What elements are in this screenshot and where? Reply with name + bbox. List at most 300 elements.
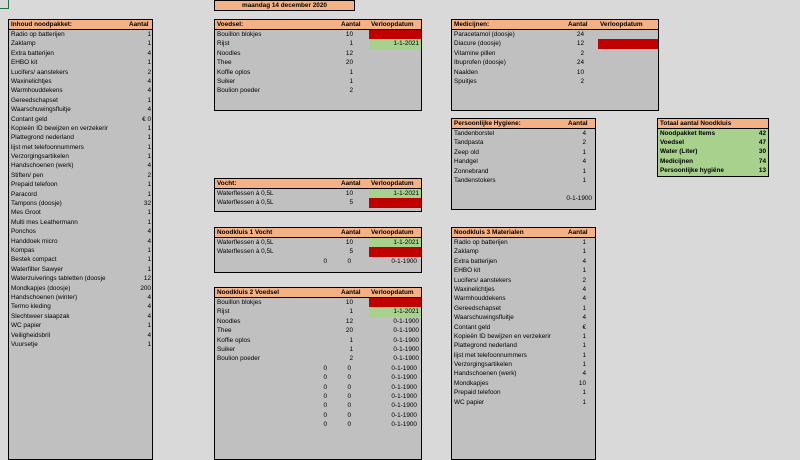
item-name: Mondkapjes (454, 379, 489, 387)
item-name: Zaklamp (11, 40, 36, 48)
item-name: Prepaid telefoon (11, 181, 58, 189)
item-count: 5 (349, 248, 353, 256)
expiry-date: 0-1-1900 (391, 257, 417, 265)
table-row (452, 68, 658, 77)
empty-name: 0 (323, 257, 327, 265)
table-row (658, 138, 768, 147)
table-row (215, 336, 421, 345)
expiry-date: 0-1-1900 (391, 374, 417, 382)
table-row (452, 323, 595, 332)
empty-row (215, 383, 421, 392)
item-count: 13 (758, 166, 766, 174)
item-count: 0 (347, 411, 351, 419)
panel-title: Totaal aantal Noodkluis (660, 120, 732, 127)
item-count: 1 (147, 322, 151, 330)
table-row (9, 124, 152, 133)
item-name: Boulion poeder (217, 355, 260, 363)
panel-title: Noodkluis 1 Vocht (217, 229, 273, 236)
table-row (452, 360, 595, 369)
item-count: 1 (582, 342, 586, 350)
item-count: 1 (582, 248, 586, 256)
table-row (215, 354, 421, 363)
item-count: 1 (147, 190, 151, 198)
item-count: 1 (147, 143, 151, 151)
item-count: 4 (147, 228, 151, 236)
table-row (215, 189, 421, 198)
item-count: 4 (147, 77, 151, 85)
column-header-aantal: Aantal (129, 21, 149, 28)
table-row (9, 143, 152, 152)
table-row (215, 68, 421, 77)
item-name: Waarschuwingsfluitje (454, 314, 514, 322)
panel-body (452, 238, 595, 407)
item-name: Suiker (217, 77, 236, 85)
table-row (9, 321, 152, 330)
expiry-date: 0-1-1900 (393, 327, 419, 335)
stray-date-row (452, 194, 595, 203)
item-count: 1 (147, 96, 151, 104)
table-row (452, 266, 595, 275)
item-name: Contant geld (454, 323, 491, 331)
panel-totaal (657, 118, 769, 177)
table-row (9, 39, 152, 48)
empty-name: 0 (323, 411, 327, 419)
item-count: 12 (576, 40, 584, 48)
item-name: Zonnebrand (454, 167, 489, 175)
item-name: Waterzuiverings tabletten (doosje (11, 275, 106, 283)
item-name: Naalden (454, 68, 478, 76)
item-name: Gereedschapset (11, 96, 58, 104)
table-row (215, 77, 421, 86)
item-name: Contant geld (11, 115, 48, 123)
panel-header (658, 119, 768, 129)
item-count: 1 (582, 361, 586, 369)
table-row (9, 255, 152, 264)
table-row (658, 129, 768, 138)
item-name: Noodles (217, 49, 241, 57)
table-row (9, 152, 152, 161)
item-name: Suiker (217, 345, 236, 353)
column-header-verloopdatum: Verloopdatum (371, 229, 414, 236)
table-row (452, 313, 595, 322)
item-count: 10 (345, 299, 353, 306)
item-count: 1 (349, 68, 353, 76)
empty-row (215, 373, 421, 382)
panel-noodkluis-1 (214, 227, 422, 273)
item-name: Termo kleding (11, 303, 51, 311)
item-count: 1 (147, 31, 151, 38)
table-row (215, 247, 421, 256)
item-count: 1 (349, 308, 353, 316)
empty-name: 0 (323, 364, 327, 372)
table-row (215, 307, 421, 316)
table-row (9, 199, 152, 208)
item-count: 12 (143, 275, 151, 283)
item-count: 5 (349, 199, 353, 207)
panel-title: Persoonlijke Hygiene: (454, 120, 521, 127)
item-count: 4 (582, 295, 586, 303)
expiry-date: 0-1-1900 (391, 421, 417, 429)
expiry-date: 0-1-1900 (393, 317, 419, 325)
item-count: 24 (576, 31, 584, 38)
item-name: Extra batterijen (454, 257, 497, 265)
item-name: Zeep old (454, 148, 479, 156)
empty-name: 0 (323, 421, 327, 429)
table-row (452, 276, 595, 285)
table-row (9, 115, 152, 124)
item-name: lijst met telefoonnummers (454, 351, 527, 359)
item-name: Bestek compact (11, 256, 57, 264)
table-row (9, 331, 152, 340)
table-row (452, 369, 595, 378)
item-count: 20 (345, 59, 353, 67)
item-count: 0 (347, 374, 351, 382)
item-name: Waterfilter Sawyer (11, 265, 63, 273)
item-name: Koffie oplos (217, 336, 251, 344)
panel-header (452, 20, 658, 30)
item-count: 4 (147, 312, 151, 320)
table-row (9, 302, 152, 311)
item-name: Radio op batterijen (454, 239, 508, 246)
item-count: 1 (147, 209, 151, 217)
item-name: Handgel (454, 158, 478, 166)
item-name: Slechtweer slaapzak (11, 312, 70, 320)
item-name: Water (Liter) (660, 148, 698, 156)
item-name: Vitamine pillen (454, 49, 496, 57)
item-count: 20 (345, 327, 353, 335)
item-count: 1 (582, 148, 586, 156)
item-count: € (582, 323, 586, 331)
table-row (9, 312, 152, 321)
item-count: 4 (582, 130, 586, 137)
item-count: 0 (347, 257, 351, 265)
item-name: Paracord (11, 190, 37, 198)
panel-header (215, 179, 421, 189)
item-name: Boulion poeder (217, 87, 260, 95)
item-name: Thee (217, 59, 232, 67)
item-name: EHBO kit (11, 59, 38, 67)
panel-title: Medicijnen: (454, 21, 490, 28)
table-row (452, 39, 658, 48)
item-name: Stiften/ pen (11, 171, 44, 179)
item-name: Rijst (217, 308, 230, 316)
item-count: 10 (576, 68, 584, 76)
table-row (9, 293, 152, 302)
item-count: 74 (758, 157, 766, 165)
item-count: 4 (147, 87, 151, 95)
panel-body (452, 30, 658, 86)
item-count: 4 (582, 257, 586, 265)
item-count: 1 (582, 267, 586, 275)
item-name: Handschoenen (werk) (454, 370, 517, 378)
item-count: 0 (347, 392, 351, 400)
item-count: 1 (147, 181, 151, 189)
item-name: Mondkapjes (doosje) (11, 284, 71, 292)
item-name: Bouillon blokjes (217, 31, 262, 38)
item-count: 1 (349, 40, 353, 48)
item-name: EHBO kit (454, 267, 481, 275)
panel-header (9, 20, 152, 30)
table-row (9, 265, 152, 274)
item-count: 1 (147, 59, 151, 67)
item-name: Koffie oplos (217, 68, 251, 76)
panel-noodkluis-3 (451, 227, 596, 460)
item-name: Lucifers/ aanstekers (454, 276, 512, 284)
item-count: 10 (345, 239, 353, 246)
empty-row (215, 401, 421, 410)
item-count: 2 (147, 171, 151, 179)
panel-vocht (214, 178, 422, 212)
item-count: 1 (147, 265, 151, 273)
table-row (452, 129, 595, 138)
item-name: Waterflessen à 0,5L (217, 190, 274, 197)
table-row (9, 340, 152, 349)
table-row (452, 351, 595, 360)
item-count: 12 (345, 49, 353, 57)
expiry-date: 0-1-1900 (393, 336, 419, 344)
column-header-aantal: Aantal (341, 289, 361, 296)
expiry-date: 0-1-1900 (391, 383, 417, 391)
item-name: Plattegrond nederland (454, 342, 517, 350)
item-name: Spuitjes (454, 77, 477, 85)
item-count: 24 (576, 59, 584, 67)
item-count: 4 (147, 49, 151, 57)
item-name: Warmhouddekens (11, 87, 63, 95)
table-row (215, 238, 421, 247)
table-row (452, 398, 595, 407)
table-row (215, 58, 421, 67)
table-row (9, 218, 152, 227)
item-count: 4 (147, 162, 151, 170)
item-count: 1 (349, 77, 353, 85)
panel-voedsel (214, 19, 422, 111)
item-name: Waterflessen à 0,5L (217, 248, 274, 256)
item-name: Handschoenen (winter) (11, 293, 78, 301)
table-row (452, 247, 595, 256)
item-name: Tampons (doosje) (11, 200, 62, 208)
item-name: Tandenstokers (454, 176, 496, 184)
item-count: 1 (349, 336, 353, 344)
empty-name: 0 (323, 374, 327, 382)
item-name: Warmhouddekens (454, 295, 506, 303)
item-count: 1 (582, 351, 586, 359)
expiry-date: 1-1-2021 (369, 189, 421, 198)
item-count: 200 (140, 284, 151, 292)
item-count: 1 (349, 345, 353, 353)
table-row (452, 379, 595, 388)
item-name: Voedsel (660, 139, 685, 147)
table-row (658, 157, 768, 166)
table-row (452, 138, 595, 147)
table-row (215, 317, 421, 326)
panel-header (215, 288, 421, 298)
item-count: 4 (147, 237, 151, 245)
item-name: Waterflessen à 0,5L (217, 199, 274, 207)
item-count: 4 (582, 158, 586, 166)
item-count: 4 (582, 285, 586, 293)
item-name: lijst met telefoonnummers (11, 143, 84, 151)
table-row (452, 238, 595, 247)
item-count: 47 (758, 139, 766, 147)
table-row (215, 49, 421, 58)
panel-header (452, 228, 595, 238)
table-row (9, 180, 152, 189)
item-count: 1 (582, 239, 586, 246)
item-count: 12 (345, 317, 353, 325)
table-row (215, 86, 421, 95)
table-row (9, 96, 152, 105)
expiry-date: 0-1-1900 (391, 402, 417, 410)
item-name: Persoonlijke hygiëne (660, 166, 724, 174)
empty-row (215, 411, 421, 420)
table-row (9, 30, 152, 39)
panel-title: Voedsel: (217, 21, 244, 28)
item-count: 1 (582, 398, 586, 406)
table-row (452, 167, 595, 176)
item-count: 4 (147, 331, 151, 339)
panel-body (452, 129, 595, 185)
item-count: € 0 (142, 115, 151, 123)
table-row (658, 147, 768, 156)
item-count: 1 (582, 332, 586, 340)
table-row (452, 304, 595, 313)
column-header-verloopdatum: Verloopdatum (371, 180, 414, 187)
table-row (9, 161, 152, 170)
table-row (452, 341, 595, 350)
item-name: Multi mes Leathermann (11, 218, 78, 226)
expiry-date: 1-1-2021 (369, 307, 421, 316)
column-header-verloopdatum: Verloopdatum (371, 289, 414, 296)
panel-noodpakket (8, 19, 153, 460)
item-count: 1 (582, 167, 586, 175)
panel-body (9, 30, 152, 349)
item-name: Handdoek micro (11, 237, 58, 245)
table-row (9, 77, 152, 86)
item-count: 2 (349, 87, 353, 95)
item-count: 1 (582, 389, 586, 397)
item-name: WC papier (454, 398, 485, 406)
item-name: Kompas (11, 246, 35, 254)
item-name: Tandpasta (454, 139, 484, 147)
item-name: Noodpakket Items (660, 130, 716, 137)
table-row (9, 68, 152, 77)
item-name: Vuursetje (11, 340, 38, 348)
table-row (215, 39, 421, 48)
cell-cursor[interactable] (0, 0, 9, 9)
item-count: 1 (147, 246, 151, 254)
table-row (9, 274, 152, 283)
item-count: 1 (147, 153, 151, 161)
item-name: Waarschuwingsfluitje (11, 106, 71, 114)
panel-body (658, 129, 768, 175)
item-count: 1 (147, 340, 151, 348)
table-row (452, 257, 595, 266)
panel-medicijnen (451, 19, 659, 111)
column-header-aantal: Aantal (341, 229, 361, 236)
item-name: Handschoenen (werk) (11, 162, 74, 170)
column-header-aantal: Aantal (568, 229, 588, 236)
item-name: WC papier (11, 322, 42, 330)
table-row (215, 326, 421, 335)
column-header-verloopdatum: Verloopdatum (371, 21, 414, 28)
column-header-verloopdatum: Verloopdatum (600, 21, 643, 28)
panel-noodkluis-2 (214, 287, 422, 460)
table-row (215, 30, 421, 39)
table-row (9, 133, 152, 142)
item-count: 2 (580, 77, 584, 85)
table-row (452, 30, 658, 39)
item-count: 2 (349, 355, 353, 363)
expiry-date: 0-1-1900 (393, 355, 419, 363)
item-name: Lucifers/ aanstekers (11, 68, 69, 76)
table-row (9, 171, 152, 180)
item-name: Diacure (doosje) (454, 40, 501, 48)
panel-title: Noodkluis 2 Voedsel (217, 289, 280, 296)
item-name: Extra batterijen (11, 49, 54, 57)
item-name: Bouillon blokjes (217, 299, 262, 306)
item-count: 0 (347, 383, 351, 391)
table-row (215, 198, 421, 207)
expiry-date: 0-1-1900 (391, 392, 417, 400)
table-row (452, 332, 595, 341)
item-name: Mes Groot (11, 209, 41, 217)
item-count: 30 (758, 148, 766, 156)
item-name: Noodles (217, 317, 241, 325)
item-count: 0 (347, 402, 351, 410)
expiry-date: 0-1-1900 (391, 364, 417, 372)
expiry-date: 1-1-2020 (598, 39, 658, 48)
table-row (452, 77, 658, 86)
table-row (9, 237, 152, 246)
table-row (9, 58, 152, 67)
item-name: Thee (217, 327, 232, 335)
expiry-date: 0-1-1900 (391, 411, 417, 419)
item-count: 42 (758, 130, 766, 137)
item-count: 1 (147, 218, 151, 226)
panel-header (215, 20, 421, 30)
item-count: 4 (147, 106, 151, 114)
panel-body (215, 30, 421, 96)
item-count: 0 (347, 364, 351, 372)
expiry-date: 1-1-2020 (369, 198, 421, 207)
item-count: 1 (147, 134, 151, 142)
date-banner: maandag 14 december 2020 (214, 0, 355, 11)
item-name: Radio op batterijen (11, 31, 65, 38)
stray-date: 0-1-1900 (566, 195, 592, 203)
item-name: Waxinelichtjes (454, 285, 495, 293)
column-header-aantal: Aantal (341, 21, 361, 28)
item-name: Medicijnen (660, 157, 694, 165)
item-count: 4 (147, 303, 151, 311)
item-count: 1 (147, 124, 151, 132)
empty-row (215, 392, 421, 401)
item-name: Ibuprofen (doosje) (454, 59, 506, 67)
table-row (215, 345, 421, 354)
item-count: 4 (582, 370, 586, 378)
item-name: Verzorgingsartikelen (11, 153, 69, 161)
item-name: Plattegrond nederland (11, 134, 74, 142)
item-name: Verzorgingsartikelen (454, 361, 512, 369)
panel-title: Inhoud noodpakket: (11, 21, 73, 28)
item-count: 2 (582, 139, 586, 147)
table-row (452, 176, 595, 185)
column-header-aantal: Aantal (568, 120, 588, 127)
empty-row (215, 257, 421, 266)
table-row (9, 49, 152, 58)
item-count: 1 (147, 40, 151, 48)
panel-body (215, 238, 421, 266)
table-row (9, 284, 152, 293)
